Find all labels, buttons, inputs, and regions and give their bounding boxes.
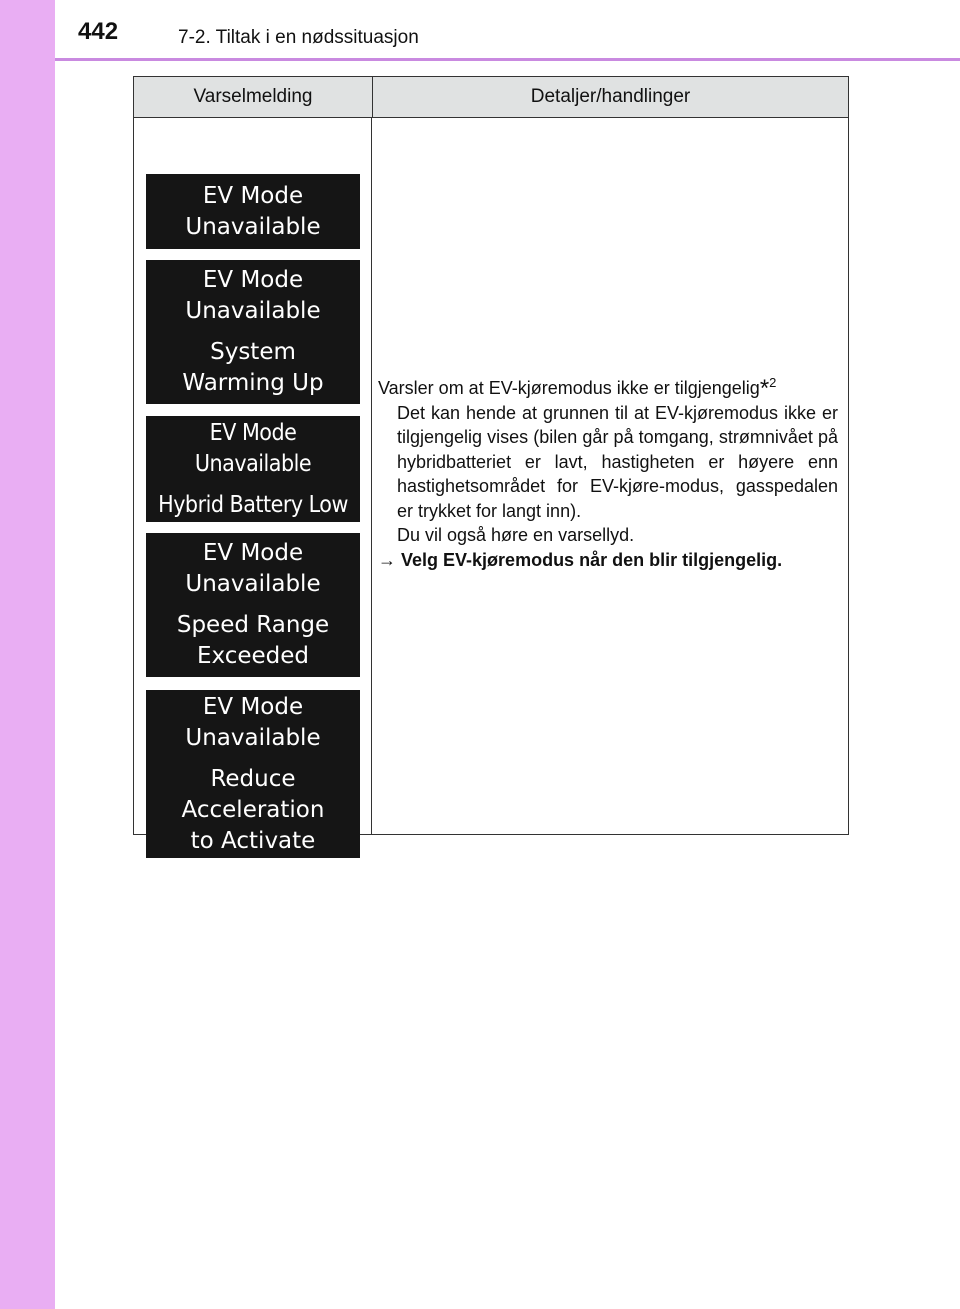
footnote-marker: * <box>759 375 770 402</box>
screen-line: Unavailable <box>185 213 321 240</box>
details-body: Det kan hende at grunnen til at EV-kjøremodus ikke er tilgjengelig vises (bilen går på tomgang, strømnivået på hybridbatteriet er lavt, hastigheten er høyere enn hastighetsområdet for EV-kjøre-modus, gasspedalen er trykket for langt inn). <box>397 402 838 521</box>
side-bar <box>0 0 55 1309</box>
table-row <box>134 118 848 854</box>
screen-line: EV Mode <box>202 540 304 566</box>
column-header-message: Varselmelding <box>134 77 373 117</box>
column-header-details: Detaljer/handlinger <box>530 86 691 107</box>
display-screen-2 <box>146 260 360 404</box>
header-rule <box>55 58 960 61</box>
footnote-number: 2 <box>769 375 777 390</box>
screen-sub-line: Exceeded <box>196 643 310 669</box>
display-screen-4 <box>146 533 360 677</box>
screen-sub-line: Acceleration <box>181 796 325 823</box>
screen-sub-line: Hybrid Battery Low <box>158 491 348 518</box>
screen-line: Unavailable <box>194 450 312 477</box>
warning-table <box>133 76 849 854</box>
screen-line: Unavailable <box>185 298 321 324</box>
display-screen-3 <box>146 416 360 522</box>
details-action-text: Velg EV-kjøremodus når den blir tilgjengelig. <box>401 549 783 570</box>
screen-sub-line: System <box>210 339 296 365</box>
screen-line: EV Mode <box>209 419 297 446</box>
section-title: 7-2. Tiltak i en nødssituasjon <box>178 27 419 48</box>
details-sound: Du vil også høre en varsellyd. <box>397 525 635 545</box>
message-cell <box>134 118 372 854</box>
table-header-row <box>134 77 848 118</box>
screen-line: Unavailable <box>185 571 321 597</box>
page-number: 442 <box>78 18 119 45</box>
screen-sub-line: Reduce <box>210 765 296 792</box>
details-cell <box>372 118 848 834</box>
screen-line: EV Mode <box>202 267 304 293</box>
screen-line: Unavailable <box>185 724 321 751</box>
display-screen-1 <box>146 174 360 249</box>
screen-sub-line: to Activate <box>190 827 316 854</box>
arrow-icon: → <box>378 549 396 570</box>
details-text <box>378 376 838 572</box>
screen-sub-line: Speed Range <box>176 612 330 638</box>
screen-line: EV Mode <box>202 182 304 209</box>
screen-line: EV Mode <box>202 693 304 720</box>
details-lead-text: Varsler om at EV-kjøremodus ikke er tilgjengelig <box>378 378 760 398</box>
details-action <box>378 548 838 573</box>
details-lead <box>378 376 838 401</box>
display-screen-5 <box>146 690 360 858</box>
screen-sub-line: Warming Up <box>182 370 324 396</box>
